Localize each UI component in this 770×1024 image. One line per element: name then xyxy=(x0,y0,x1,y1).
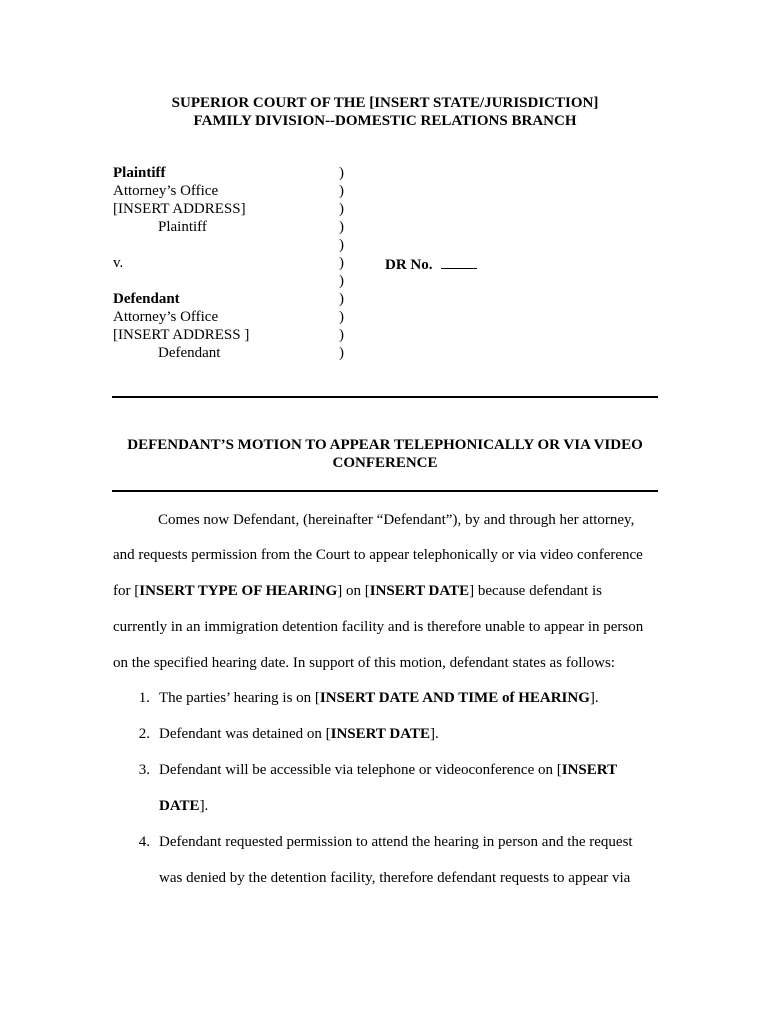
plaintiff-label: Plaintiff xyxy=(113,165,166,181)
case-caption xyxy=(113,164,343,362)
list-number: 1. xyxy=(138,690,150,706)
motion-title-line1: DEFENDANT’S MOTION TO APPEAR TELEPHONICALLY OR VIA VIDEO xyxy=(127,437,643,453)
defendant-role: Defendant xyxy=(158,345,221,361)
placeholder-date: INSERT DATE xyxy=(369,583,470,599)
paragraph-line: and requests permission from the Court to appear telephonically or via video conference xyxy=(113,547,643,563)
caption-paren-column xyxy=(339,164,351,362)
defendant-address: [INSERT ADDRESS ] xyxy=(113,327,250,343)
paragraph-line: for [INSERT TYPE OF HEARING] on [INSERT DATE] because defendant is xyxy=(113,583,602,599)
list-number: 3. xyxy=(138,762,150,778)
plaintiff-role: Plaintiff xyxy=(158,219,207,235)
caption-spacer xyxy=(113,272,343,290)
list-item: The parties’ hearing is on [INSERT DATE AND TIME of HEARING]. xyxy=(159,690,599,706)
paren: ) xyxy=(339,291,344,307)
paren: ) xyxy=(339,327,344,343)
list-number: 4. xyxy=(138,834,150,850)
paren: ) xyxy=(339,237,344,253)
list-item-continuation: was denied by the detention facility, therefore defendant requests to appear via xyxy=(159,870,631,886)
paren: ) xyxy=(339,219,344,235)
placeholder-hearing-type: INSERT TYPE OF HEARING xyxy=(139,583,338,599)
paren: ) xyxy=(339,309,344,325)
defendant-office: Attorney’s Office xyxy=(113,309,219,325)
division-heading: FAMILY DIVISION--DOMESTIC RELATIONS BRANCH xyxy=(193,113,577,129)
caption-spacer xyxy=(113,236,343,254)
paren: ) xyxy=(339,183,344,199)
docket-number-label: DR No. xyxy=(385,257,433,273)
docket-number-blank xyxy=(441,254,477,269)
docket-number xyxy=(385,254,477,274)
paragraph-line: on the specified hearing date. In support of this motion, defendant states as follows: xyxy=(113,655,615,671)
defendant-label: Defendant xyxy=(113,291,180,307)
list-item-continuation: DATE]. xyxy=(159,798,209,814)
paragraph-line: currently in an immigration detention facility and is therefore unable to appear in person xyxy=(113,619,644,635)
paren: ) xyxy=(339,165,344,181)
motion-title-line2: CONFERENCE xyxy=(332,455,438,471)
divider-bottom xyxy=(112,490,658,492)
paragraph-line: Comes now Defendant, (hereinafter “Defendant”), by and through her attorney, xyxy=(158,512,635,528)
paren: ) xyxy=(339,273,344,289)
paren: ) xyxy=(339,345,344,361)
court-heading: SUPERIOR COURT OF THE [INSERT STATE/JURISDICTION] xyxy=(171,95,599,111)
plaintiff-address: [INSERT ADDRESS] xyxy=(113,201,246,217)
versus: v. xyxy=(113,255,124,271)
divider-top xyxy=(112,396,658,398)
plaintiff-office: Attorney’s Office xyxy=(113,183,219,199)
list-item: Defendant will be accessible via telephone or videoconference on [INSERT xyxy=(159,762,618,778)
list-item: Defendant requested permission to attend the hearing in person and the request xyxy=(159,834,633,850)
list-item: Defendant was detained on [INSERT DATE]. xyxy=(159,726,439,742)
paren: ) xyxy=(339,201,344,217)
paren: ) xyxy=(339,255,344,271)
list-number: 2. xyxy=(138,726,150,742)
